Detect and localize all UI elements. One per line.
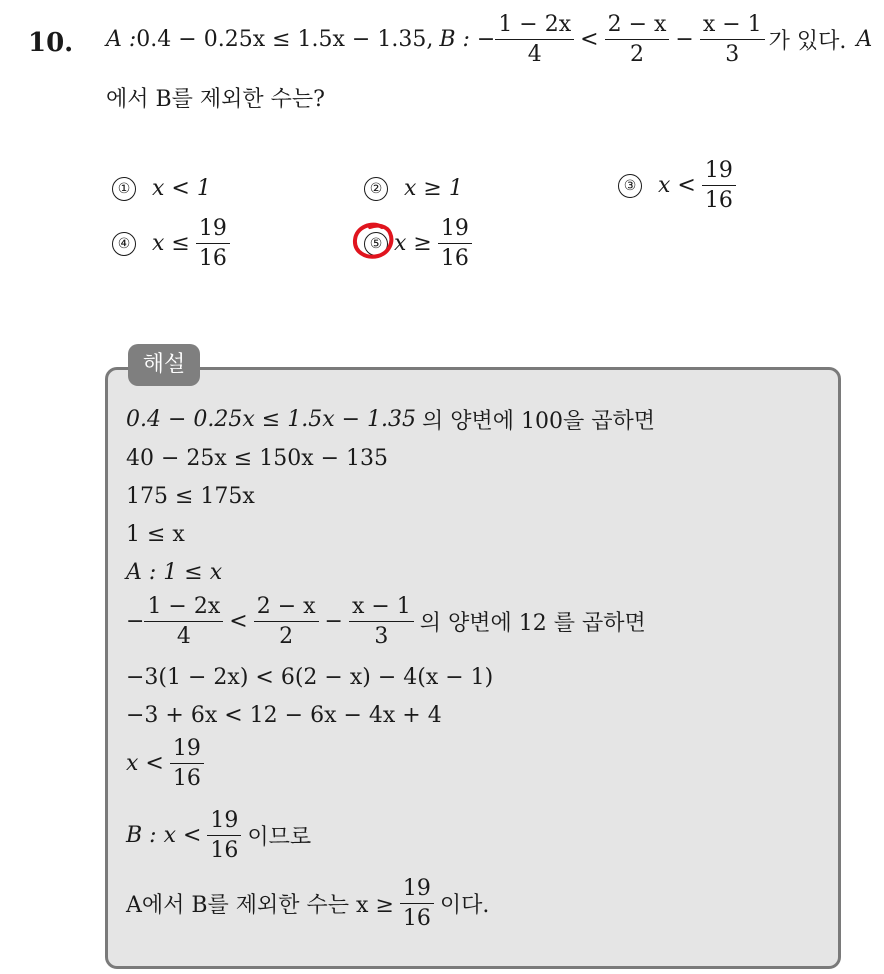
- choice-3-number: ③: [618, 174, 642, 198]
- solution-line-6-fraction-1: [144, 594, 223, 650]
- solution-line-3: 175 ≤ 175x: [126, 484, 255, 509]
- choice-2-expr: x ≥ 1: [404, 176, 463, 201]
- choice-4-denominator: 16: [198, 246, 227, 272]
- fraction-1: [495, 12, 574, 68]
- choice-3-denominator: 16: [704, 188, 733, 214]
- choice-4-numerator: 19: [196, 216, 230, 244]
- choice-3-fraction: [702, 158, 736, 214]
- solution-line-4: 1 ≤ x: [126, 522, 185, 547]
- choice-3-expr: x <: [658, 173, 696, 199]
- choice-4-fraction: [196, 216, 230, 272]
- solution-line-6-f2-denominator: 2: [279, 624, 294, 650]
- choice-1-number: ①: [112, 177, 136, 201]
- solution-line-5: A : 1 ≤ x: [126, 560, 223, 585]
- solution-line-10-numerator: 19: [207, 808, 241, 836]
- solution-line-6-fraction-3: [349, 594, 414, 650]
- choice-4-number: ④: [112, 232, 136, 256]
- solution-line-8: −3 + 6x < 12 − 6x − 4x + 4: [126, 703, 442, 728]
- solution-line-11-denominator: 16: [402, 906, 431, 932]
- fraction-2: [605, 12, 670, 68]
- solution-line-6-fraction-2: [254, 594, 319, 650]
- solution-line-6-neg: −: [126, 609, 145, 635]
- solution-line-6-f2-numerator: 2 − x: [254, 594, 319, 622]
- solution-line-2: 40 − 25x ≤ 150x − 135: [126, 446, 389, 471]
- solution-line-6-f1-numerator: 1 − 2x: [144, 594, 223, 622]
- question-var-a: A: [856, 27, 873, 53]
- solution-tab: 해설: [128, 344, 200, 386]
- solution-line-9-denominator: 16: [172, 766, 201, 792]
- fraction-1-numerator: 1 − 2x: [495, 12, 574, 40]
- choice-5-denominator: 16: [440, 246, 469, 272]
- solution-line-6-lt: <: [229, 609, 248, 635]
- answer-mark-icon: [352, 221, 396, 261]
- solution-line-9-numerator: 19: [170, 736, 204, 764]
- set-b-label: B : −: [439, 27, 496, 53]
- solution-line-1: [126, 404, 655, 435]
- solution-line-1-expr: 0.4 − 0.25x ≤ 1.5x − 1.35: [126, 407, 417, 432]
- solution-line-6-text: 의 양변에 12 를 곱하면: [419, 611, 646, 637]
- question-number: 10.: [28, 28, 74, 58]
- choice-1[interactable]: [112, 176, 211, 201]
- question-line-2: 에서 B를 제외한 수는?: [106, 87, 325, 112]
- minus-sign: −: [675, 27, 694, 53]
- choice-2-number: ②: [364, 177, 388, 201]
- fraction-1-denominator: 4: [527, 42, 542, 68]
- set-a-label: A :: [106, 27, 137, 53]
- fraction-3: [700, 12, 765, 68]
- solution-line-10-fraction: [207, 808, 241, 864]
- solution-line-9-fraction: [170, 736, 204, 792]
- solution-line-7: −3(1 − 2x) < 6(2 − x) − 4(x − 1): [126, 665, 494, 690]
- question-line-1: [106, 12, 872, 68]
- solution-line-9: [126, 736, 204, 792]
- solution-line-6-f3-numerator: x − 1: [349, 594, 414, 622]
- choice-5-number: ⑤: [364, 232, 388, 256]
- solution-line-9-expr: x <: [126, 751, 164, 777]
- solution-line-11-tail: 이다.: [439, 893, 490, 919]
- choice-4[interactable]: [112, 216, 230, 272]
- solution-line-6-f1-denominator: 4: [176, 624, 191, 650]
- choice-3[interactable]: [618, 158, 736, 214]
- choice-2[interactable]: [364, 176, 463, 201]
- solution-line-6: [126, 594, 646, 650]
- choice-5-expr: x ≥: [394, 231, 432, 257]
- solution-line-11-fraction: [400, 876, 434, 932]
- solution-line-11-numerator: 19: [400, 876, 434, 904]
- fraction-2-denominator: 2: [629, 42, 644, 68]
- set-a-inequality: 0.4 − 0.25x ≤ 1.5x − 1.35,: [136, 27, 434, 53]
- choice-1-expr: x < 1: [152, 176, 211, 201]
- solution-line-10-text: 이므로: [247, 825, 312, 851]
- solution-line-6-minus: −: [324, 609, 343, 635]
- question-line-1-tail: 가 있다.: [768, 29, 847, 55]
- fraction-3-numerator: x − 1: [700, 12, 765, 40]
- choice-4-expr: x ≤: [152, 231, 190, 257]
- solution-line-10-denominator: 16: [210, 838, 239, 864]
- less-than-sign: <: [580, 27, 599, 53]
- solution-line-10-expr: B : x <: [126, 823, 202, 849]
- fraction-3-denominator: 3: [725, 42, 740, 68]
- solution-line-10: [126, 808, 311, 864]
- choice-5-numerator: 19: [438, 216, 472, 244]
- solution-line-11: [126, 876, 489, 932]
- fraction-2-numerator: 2 − x: [605, 12, 670, 40]
- solution-line-6-f3-denominator: 3: [374, 624, 389, 650]
- solution-line-11-text: A에서 B를 제외한 수는 x ≥: [126, 893, 394, 919]
- choice-5-fraction: [438, 216, 472, 272]
- solution-line-1-text: 의 양변에 100을 곱하면: [422, 409, 656, 434]
- choice-3-numerator: 19: [702, 158, 736, 186]
